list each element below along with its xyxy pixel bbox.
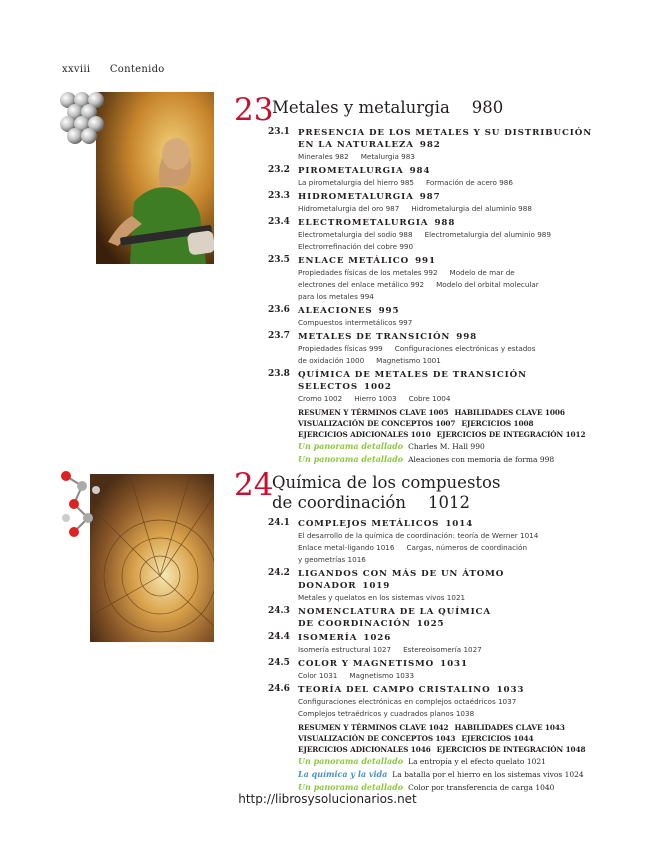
section-title-text: NOMENCLATURA DE LA QUÍMICA (298, 607, 491, 617)
toc-section[interactable] (268, 331, 598, 367)
end-matter-entry: EJERCICIOS ADICIONALES 1046 (298, 745, 431, 754)
toc-section[interactable] (268, 632, 598, 656)
running-title: Contenido (109, 64, 165, 75)
section-title (298, 618, 598, 630)
subsection-entry: Magnetismo 1001 (376, 356, 441, 365)
subsection-entry: de oxidación 1000 (298, 356, 365, 365)
subsection-entry: Hidrometalurgia del aluminio 988 (411, 204, 532, 213)
subsection-entry: Propiedades físicas 999 (298, 344, 383, 353)
feature-title: La batalla por el hierro en los sistemas vivos 1024 (392, 770, 584, 779)
subsection-line (298, 554, 598, 566)
subsection-entry: Configuraciones electrónicas en complejos octaédricos 1037 (298, 697, 517, 706)
subsection-entry: para los metales 994 (298, 292, 374, 301)
feature-box-entry (298, 453, 598, 466)
end-matter-line (298, 722, 598, 733)
section-title-text: PRESENCIA DE LOS METALES Y SU DISTRIBUCIÓN (298, 128, 593, 138)
subsection-entry: Electrorrefinación del cobre 990 (298, 242, 414, 251)
end-matter-line (298, 418, 598, 429)
section-number: 24.4 (268, 632, 290, 642)
section-number: 24.5 (268, 658, 290, 668)
section-page: 987 (419, 192, 441, 202)
section-number: 23.8 (268, 369, 290, 379)
subsection-entry: Modelo de mar de (449, 268, 515, 277)
chapter-title (272, 473, 500, 513)
footer-url[interactable]: http://librosysolucionarios.net (238, 792, 417, 806)
subsection-entry: Configuraciones electrónicas y estados (394, 344, 536, 353)
subsection-line (298, 317, 598, 329)
section-page: 1031 (440, 659, 468, 669)
subsection-line (298, 203, 598, 215)
end-matter-line (298, 407, 598, 418)
chapter-title (272, 98, 503, 118)
feature-title: Charles M. Hall 990 (408, 442, 485, 451)
feature-title: Color por transferencia de carga 1040 (408, 783, 555, 792)
section-title-text: QUÍMICA DE METALES DE TRANSICIÓN SELECTOS (298, 370, 527, 392)
running-header (62, 64, 165, 75)
subsection-entry: Cargas, números de coordinación (406, 543, 528, 552)
feature-title: La entropía y el efecto quelato 1021 (408, 757, 546, 766)
subsection-entry: Electrometalurgia del sodio 988 (298, 230, 413, 239)
section-page: 982 (419, 140, 441, 150)
section-title-text: HIDROMETALURGIA (298, 192, 414, 202)
subsection-entry: Isomería estructural 1027 (298, 645, 392, 654)
section-page: 1033 (496, 685, 525, 695)
end-matter-entry: HABILIDADES CLAVE 1043 (454, 723, 565, 732)
chapter-title-line: de coordinación (272, 493, 406, 512)
subsection-line (298, 708, 598, 720)
toc-section[interactable] (268, 568, 598, 604)
toc-section[interactable] (268, 217, 598, 253)
toc-section[interactable] (268, 518, 598, 566)
subsection-entry: Metalurgia 983 (360, 152, 415, 161)
subsection-line (298, 393, 598, 405)
chapter-23-photo (60, 92, 214, 264)
section-title (298, 191, 598, 203)
section-page: 984 (409, 166, 431, 176)
chapter-24-sections (268, 518, 598, 794)
section-number: 24.6 (268, 684, 290, 694)
section-number: 23.7 (268, 331, 290, 341)
subsection-entry: Magnetismo 1033 (349, 671, 415, 680)
section-number: 24.1 (268, 518, 290, 528)
toc-section[interactable] (268, 127, 598, 163)
section-title (298, 684, 598, 696)
section-page: 991 (415, 256, 436, 266)
end-matter-entry: EJERCICIOS DE INTEGRACIÓN 1012 (436, 430, 586, 439)
section-title (298, 217, 598, 229)
section-number: 23.6 (268, 305, 290, 315)
section-number: 23.3 (268, 191, 290, 201)
end-matter-entry: VISUALIZACIÓN DE CONCEPTOS 1007 (298, 419, 456, 428)
end-matter-entry: EJERCICIOS 1008 (461, 419, 534, 428)
subsection-line (298, 644, 598, 656)
end-matter-entry: VISUALIZACIÓN DE CONCEPTOS 1043 (298, 734, 456, 743)
section-page: 1025 (416, 619, 445, 629)
guitarist-photo-illustration (60, 92, 214, 264)
feature-label: Un panorama detallado (298, 782, 404, 792)
subsection-line (298, 241, 598, 253)
toc-section[interactable] (268, 606, 598, 630)
section-title-text: DE COORDINACIÓN (298, 619, 411, 629)
chapter-page: 1012 (427, 493, 470, 512)
subsection-entry: y geometrías 1016 (298, 555, 366, 564)
subsection-entry: Enlace metal-ligando 1016 (298, 543, 395, 552)
subsection-line (298, 279, 598, 291)
chapter-number: 24 (234, 467, 274, 503)
subsection-line (298, 530, 598, 542)
section-page: 1002 (364, 382, 392, 392)
subsection-entry: Cromo 1002 (298, 394, 343, 403)
subsection-entry: Cobre 1004 (408, 394, 451, 403)
section-number: 23.4 (268, 217, 290, 227)
toc-section[interactable] (268, 369, 598, 405)
section-page: 1019 (362, 581, 391, 591)
section-title (298, 606, 598, 618)
subsection-entry: Compuestos intermetálicos 997 (298, 318, 413, 327)
end-matter-entry: RESUMEN Y TÉRMINOS CLAVE 1005 (298, 408, 449, 417)
end-matter-line (298, 744, 598, 755)
section-title-text: TEORÍA DEL CAMPO CRISTALINO (298, 685, 491, 695)
section-title (298, 658, 598, 670)
toc-section[interactable] (268, 658, 598, 682)
chapter-title-line: Química de los compuestos (272, 473, 501, 492)
subsection-entry: Hierro 1003 (354, 394, 397, 403)
subsection-entry: Formación de acero 986 (426, 178, 513, 187)
section-title (298, 369, 598, 393)
chapter-23-sections (268, 127, 598, 466)
subsection-line (298, 592, 598, 604)
feature-box-entry (298, 755, 598, 768)
section-number: 23.1 (268, 127, 290, 137)
subsection-entry: Electrometalurgia del aluminio 989 (424, 230, 551, 239)
subsection-line (298, 267, 598, 279)
end-matter-entry: HABILIDADES CLAVE 1006 (454, 408, 565, 417)
stained-glass-dome-illustration (60, 466, 214, 642)
end-matter-entry: EJERCICIOS DE INTEGRACIÓN 1048 (436, 745, 586, 754)
subsection-entry: Hidrometalurgia del oro 987 (298, 204, 400, 213)
section-number: 24.3 (268, 606, 290, 616)
chapter-title-line: Metales y metalurgia (272, 98, 450, 117)
end-matter-entry: EJERCICIOS ADICIONALES 1010 (298, 430, 431, 439)
feature-box-entry (298, 768, 598, 781)
subsection-entry: Complejos tetraédricos y cuadrados planos 1038 (298, 709, 475, 718)
subsection-entry: Minerales 982 (298, 152, 349, 161)
subsection-entry: El desarrollo de la química de coordinación: teoría de Werner 1014 (298, 531, 539, 540)
section-title (298, 255, 598, 267)
section-page: 995 (378, 306, 400, 316)
toc-section[interactable] (268, 305, 598, 329)
section-title-text: METALES DE TRANSICIÓN (298, 332, 451, 342)
section-title (298, 331, 598, 343)
subsection-line (298, 291, 598, 303)
section-number: 23.5 (268, 255, 290, 265)
subsection-entry: Estereoisomería 1027 (403, 645, 482, 654)
subsection-line (298, 343, 598, 355)
subsection-line (298, 670, 598, 682)
section-title (298, 568, 598, 592)
page-number: xxviii (62, 64, 91, 75)
toc-section[interactable] (268, 255, 598, 303)
subsection-entry: Modelo del orbital molecular (436, 280, 539, 289)
subsection-entry: electrones del enlace metálico 992 (298, 280, 425, 289)
toc-section[interactable] (268, 165, 598, 189)
section-title-text: EN LA NATURALEZA (298, 140, 414, 150)
section-title-text: ALEACIONES (298, 306, 373, 316)
section-number: 23.2 (268, 165, 290, 175)
section-title-text: COMPLEJOS METÁLICOS (298, 519, 440, 529)
subsection-line (298, 355, 598, 367)
section-title-text: COLOR Y MAGNETISMO (298, 659, 435, 669)
feature-label: Un panorama detallado (298, 454, 404, 464)
chapter-page: 980 (471, 98, 504, 117)
section-title (298, 632, 598, 644)
section-title (298, 165, 598, 177)
subsection-line (298, 177, 598, 189)
feature-label: La química y la vida (298, 769, 388, 779)
feature-title: Aleaciones con memoria de forma 998 (408, 455, 555, 464)
chapter-number: 23 (234, 92, 274, 128)
section-title (298, 305, 598, 317)
section-title (298, 127, 598, 139)
feature-label: Un panorama detallado (298, 441, 404, 451)
end-matter-line (298, 429, 598, 440)
section-page: 1026 (363, 633, 392, 643)
feature-label: Un panorama detallado (298, 756, 404, 766)
section-title (298, 518, 598, 530)
section-title-text: PIROMETALURGIA (298, 166, 404, 176)
subsection-line (298, 696, 598, 708)
section-page: 1014 (445, 519, 474, 529)
end-matter-entry: EJERCICIOS 1044 (461, 734, 534, 743)
section-title-text: ISOMERÍA (298, 633, 358, 643)
subsection-entry: Metales y quelatos en los sistemas vivos 1021 (298, 593, 466, 602)
subsection-line (298, 151, 598, 163)
end-matter-line (298, 733, 598, 744)
section-number: 24.2 (268, 568, 290, 578)
section-title-text: ENLACE METÁLICO (298, 256, 410, 266)
toc-section[interactable] (268, 684, 598, 720)
subsection-line (298, 542, 598, 554)
toc-section[interactable] (268, 191, 598, 215)
section-page: 998 (456, 332, 478, 342)
feature-box-entry (298, 440, 598, 453)
subsection-entry: La pirometalurgia del hierro 985 (298, 178, 414, 187)
section-page: 988 (434, 218, 456, 228)
subsection-line (298, 229, 598, 241)
chapter-24-photo (60, 466, 214, 642)
subsection-entry: Color 1031 (298, 671, 338, 680)
section-title-text: ELECTROMETALURGIA (298, 218, 429, 228)
section-title-text: LIGANDOS CON MÁS DE UN ÁTOMO DONADOR (298, 569, 505, 591)
end-matter-entry: RESUMEN Y TÉRMINOS CLAVE 1042 (298, 723, 449, 732)
section-title (298, 139, 598, 151)
subsection-entry: Propiedades físicas de los metales 992 (298, 268, 438, 277)
